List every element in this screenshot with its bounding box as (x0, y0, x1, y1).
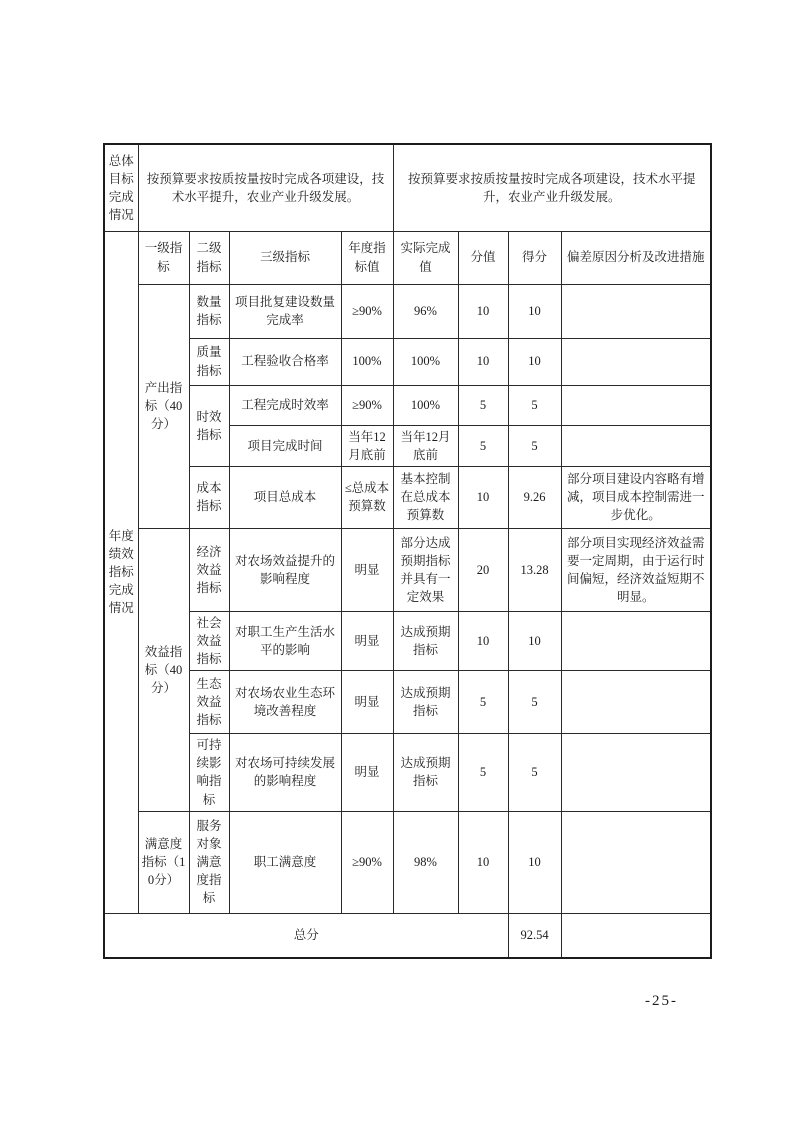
cell-deviation (561, 734, 711, 812)
cell-actual: 当年12月底前 (393, 425, 458, 466)
cell-target: 当年12月底前 (341, 425, 393, 466)
cell-points: 5 (458, 425, 508, 466)
overall-goal-text-right: 按预算要求按质按量按时完成各项建设，技术水平提升，农业产业升级发展。 (393, 144, 711, 231)
table-row (104, 338, 711, 385)
cell-level3: 工程完成时效率 (229, 385, 341, 425)
cell-target: ≥90% (341, 811, 393, 913)
cell-points: 10 (458, 811, 508, 913)
cell-actual: 100% (393, 385, 458, 425)
total-deviation (561, 913, 711, 958)
table-header-row (104, 231, 711, 284)
header-score: 得分 (508, 231, 561, 284)
cell-level2: 经济效益指标 (189, 528, 229, 611)
header-target-value: 年度指标值 (341, 231, 393, 284)
cell-points: 5 (458, 385, 508, 425)
cell-actual: 96% (393, 284, 458, 338)
table-row (104, 528, 711, 611)
total-row (104, 913, 711, 958)
cell-score: 10 (508, 338, 561, 385)
cell-points: 10 (458, 284, 508, 338)
cell-level1-benefit: 效益指标（40分） (138, 528, 189, 811)
cell-target: 100% (341, 338, 393, 385)
cell-target: ≥90% (341, 385, 393, 425)
page-number: -25- (645, 993, 678, 1009)
overall-goal-text-left: 按预算要求按质按量按时完成各项建设，技术水平提升，农业产业升级发展。 (138, 144, 393, 231)
cell-level2: 数量指标 (189, 284, 229, 338)
cell-actual: 达成预期指标 (393, 671, 458, 734)
table-row (104, 671, 711, 734)
cell-target: 明显 (341, 528, 393, 611)
table-row (104, 734, 711, 812)
cell-level1-output: 产出指标（40分） (138, 284, 189, 528)
cell-points: 10 (458, 466, 508, 528)
cell-target: ≤总成本预算数 (341, 466, 393, 528)
cell-score: 5 (508, 425, 561, 466)
cell-deviation (561, 425, 711, 466)
table-row (104, 611, 711, 670)
cell-level3: 项目总成本 (229, 466, 341, 528)
cell-level3: 工程验收合格率 (229, 338, 341, 385)
cell-score: 10 (508, 611, 561, 670)
cell-level3: 对农场农业生态环境改善程度 (229, 671, 341, 734)
cell-score: 5 (508, 671, 561, 734)
table-row (104, 385, 711, 425)
cell-level3: 职工满意度 (229, 811, 341, 913)
header-points: 分值 (458, 231, 508, 284)
header-deviation: 偏差原因分析及改进措施 (561, 231, 711, 284)
cell-level2: 时效指标 (189, 385, 229, 466)
cell-target: 明显 (341, 671, 393, 734)
cell-score: 13.28 (508, 528, 561, 611)
cell-level3: 对农场效益提升的影响程度 (229, 528, 341, 611)
cell-target: 明显 (341, 611, 393, 670)
cell-target: ≥90% (341, 284, 393, 338)
cell-level2: 可持续影响指标 (189, 734, 229, 812)
cell-actual: 部分达成预期指标并具有一定效果 (393, 528, 458, 611)
cell-score: 10 (508, 284, 561, 338)
performance-evaluation-table (103, 143, 712, 959)
header-level3: 三级指标 (229, 231, 341, 284)
cell-level3: 对农场可持续发展的影响程度 (229, 734, 341, 812)
annual-indicators-row-label: 年度绩效指标完成情况 (104, 231, 138, 913)
cell-points: 5 (458, 671, 508, 734)
cell-level1-satisfaction: 满意度指标（10分） (138, 811, 189, 913)
cell-points: 10 (458, 611, 508, 670)
cell-level2: 成本指标 (189, 466, 229, 528)
cell-actual: 达成预期指标 (393, 611, 458, 670)
cell-points: 10 (458, 338, 508, 385)
cell-score: 10 (508, 811, 561, 913)
cell-points: 5 (458, 734, 508, 812)
table-row (104, 466, 711, 528)
cell-actual: 100% (393, 338, 458, 385)
cell-deviation (561, 611, 711, 670)
header-level1: 一级指标 (138, 231, 189, 284)
total-score: 92.54 (508, 913, 561, 958)
cell-score: 9.26 (508, 466, 561, 528)
header-actual-value: 实际完成值 (393, 231, 458, 284)
cell-deviation (561, 811, 711, 913)
cell-deviation (561, 284, 711, 338)
cell-deviation: 部分项目实现经济效益需要一定周期，由于运行时间偏短，经济效益短期不明显。 (561, 528, 711, 611)
table-row (104, 811, 711, 913)
cell-score: 5 (508, 734, 561, 812)
cell-points: 20 (458, 528, 508, 611)
cell-deviation (561, 338, 711, 385)
cell-level2: 服务对象满意度指标 (189, 811, 229, 913)
cell-level2: 社会效益指标 (189, 611, 229, 670)
cell-deviation (561, 671, 711, 734)
cell-deviation (561, 385, 711, 425)
total-label: 总分 (104, 913, 508, 958)
cell-deviation: 部分项目建设内容略有增减，项目成本控制需进一步优化。 (561, 466, 711, 528)
cell-actual: 基本控制在总成本预算数 (393, 466, 458, 528)
cell-target: 明显 (341, 734, 393, 812)
cell-level2: 质量指标 (189, 338, 229, 385)
cell-level2: 生态效益指标 (189, 671, 229, 734)
table-row (104, 284, 711, 338)
cell-level3: 项目批复建设数量完成率 (229, 284, 341, 338)
header-level2: 二级指标 (189, 231, 229, 284)
overall-goal-row (104, 144, 711, 231)
overall-goal-row-label: 总体目标完成情况 (104, 144, 138, 231)
cell-score: 5 (508, 385, 561, 425)
cell-actual: 达成预期指标 (393, 734, 458, 812)
cell-level3: 项目完成时间 (229, 425, 341, 466)
cell-actual: 98% (393, 811, 458, 913)
cell-level3: 对职工生产生活水平的影响 (229, 611, 341, 670)
